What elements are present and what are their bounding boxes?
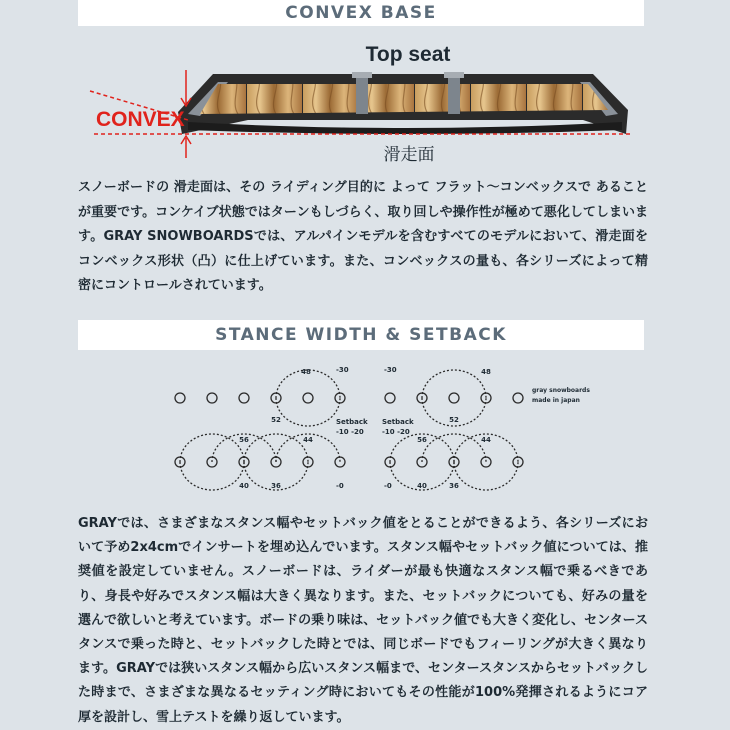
section-header-stance: STANCE WIDTH & SETBACK xyxy=(78,320,644,350)
stance-description: GRAYでは、さまざまなスタンス幅やセットバック値をとることができるよう、各シリーズにおいて予め2x4cmでインサートを埋め込んでいます。スタンス幅やセットバック値については、推奨値を設定していません。スノーボードは、ライダーが最も快適なスタンス幅で乗るべきであり、身長や好みでスタンス幅は大きく異なります。また、セットバックについても、好みの量を選んで欲しいと考えています。ボードの乗り味は、セットバック値でも大きく変化し、センタースタンスで乗った時と、セットバックした時とでは、同じボードでもフィーリングが大きく異なります。GRAYでは狭いスタンス幅から広いスタンス幅まで、センタースタンスからセットバックした時まで、さまざまな異なるセッティング時においてもその性能が100%発揮されるようにコア厚を設計し、雪上テストを繰り返しています。 xyxy=(78,516,648,725)
zero-label-left: -0 xyxy=(336,482,344,490)
insert-label-48-left: 48 xyxy=(301,368,311,376)
setback-range-right: -10 -20 xyxy=(382,428,410,436)
top-seat-insert-left xyxy=(356,72,368,114)
insert-label-56-right: 56 xyxy=(417,436,427,444)
base-label: 滑走面 xyxy=(383,145,435,165)
made-in-label: made in japan xyxy=(532,397,580,404)
convex-label: CONVEX xyxy=(96,108,185,131)
wood-core xyxy=(200,84,608,114)
insert-label-36-left: 36 xyxy=(271,482,281,490)
insert-label-52-left: 52 xyxy=(271,416,281,424)
top-seat-insert-right xyxy=(448,72,460,114)
insert-label-44-right: 44 xyxy=(481,436,491,444)
insert-label-48-right: 48 xyxy=(481,368,491,376)
convex-description: スノーボードの 滑走面は、その ライディング目的に よって フラット〜コンベックスで あることが重要です。コンケイブ状態ではターンもしづらく、取り回しや操作性が極めて悪化してしまいます。GRAY SNOWBOARDSでは、アルパインモデルを含むすべてのモデルにおいて、滑走面をコンベックス形状（凸）に仕上げています。また、コンベックスの量も、各シリーズによって精密にコントロールされています。 xyxy=(78,180,648,293)
insert-label-56-left: 56 xyxy=(239,436,249,444)
insert-label-40-right: 40 xyxy=(417,482,427,490)
insert-label-52-right: 52 xyxy=(449,416,459,424)
insert-label-36-right: 36 xyxy=(449,482,459,490)
plus30-label-right: -30 xyxy=(384,366,397,374)
board-base xyxy=(188,122,622,134)
insert-pattern-diagram xyxy=(160,358,590,498)
insert-label-44-left: 44 xyxy=(303,436,313,444)
zero-label-right: -0 xyxy=(384,482,392,490)
convex-base-diagram xyxy=(78,34,648,170)
section-header-convex: CONVEX BASE xyxy=(78,0,644,26)
insert-label-40-left: 40 xyxy=(239,482,249,490)
plus30-label: -30 xyxy=(336,366,349,374)
brand-label: gray snowboards xyxy=(532,387,590,394)
top-seat-label: Top seat xyxy=(365,43,451,66)
setback-label-right: Setback xyxy=(382,418,414,426)
setback-label-left: Setback xyxy=(336,418,368,426)
setback-range-left: -10 -20 xyxy=(336,428,364,436)
